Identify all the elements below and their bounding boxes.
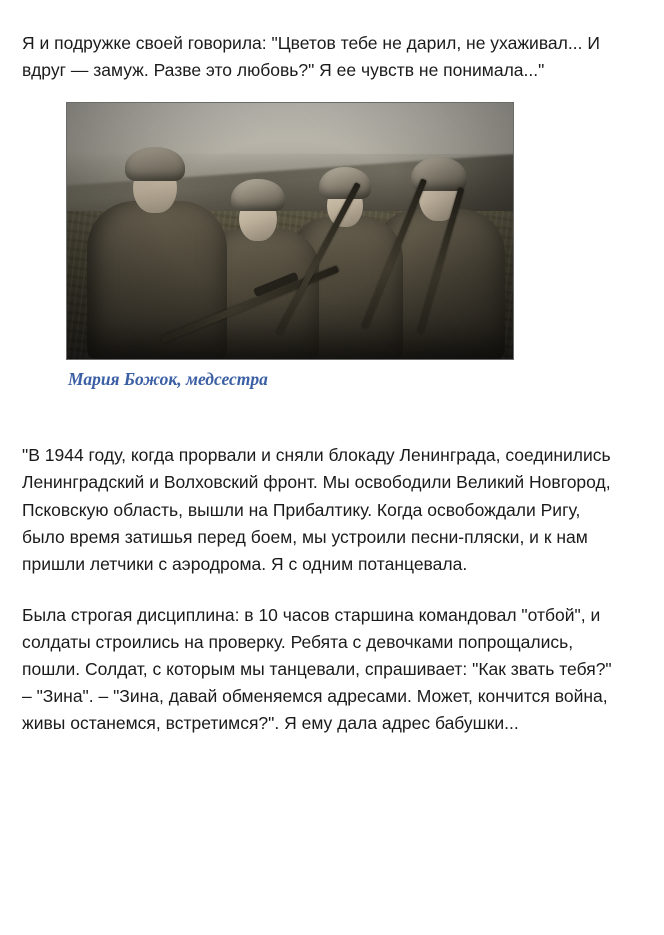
photo-block <box>66 102 514 390</box>
intro-quote: Я и подружке своей говорила: "Цветов тебе не дарил, не ухаживал... И вдруг — замуж. Разве это любовь?" Я ее чувств не понимала..." <box>22 33 605 81</box>
photo-grain <box>67 103 513 359</box>
archive-photo <box>66 102 514 360</box>
body-paragraph-2: Была строгая дисциплина: в 10 часов старшина командовал "отбой", и солдаты строились на проверку. Ребята с девочками попрощались, пошли. Солдат, с которым мы танцевали, спрашивает: "Как звать тебя?" – "Зина". – "Зина, давай обменяемся адресами. Может, кончится война, живы останемся, встретимся?". Я ему дала адрес бабушки... <box>22 604 617 734</box>
body-paragraph-1: "В 1944 году, когда прорвали и сняли блокаду Ленинграда, соединились Ленинградский и Волховский фронт. Мы освободили Великий Новгород, Псковскую область, вышли на Прибалтику. Когда освобождали Ригу, было время затишья перед боем, мы устроили песни-пляски, и к нам пришли летчики с аэродрома. Я с одним потанцевала. <box>22 445 616 574</box>
photo-caption: Мария Божок, медсестра <box>68 369 268 390</box>
